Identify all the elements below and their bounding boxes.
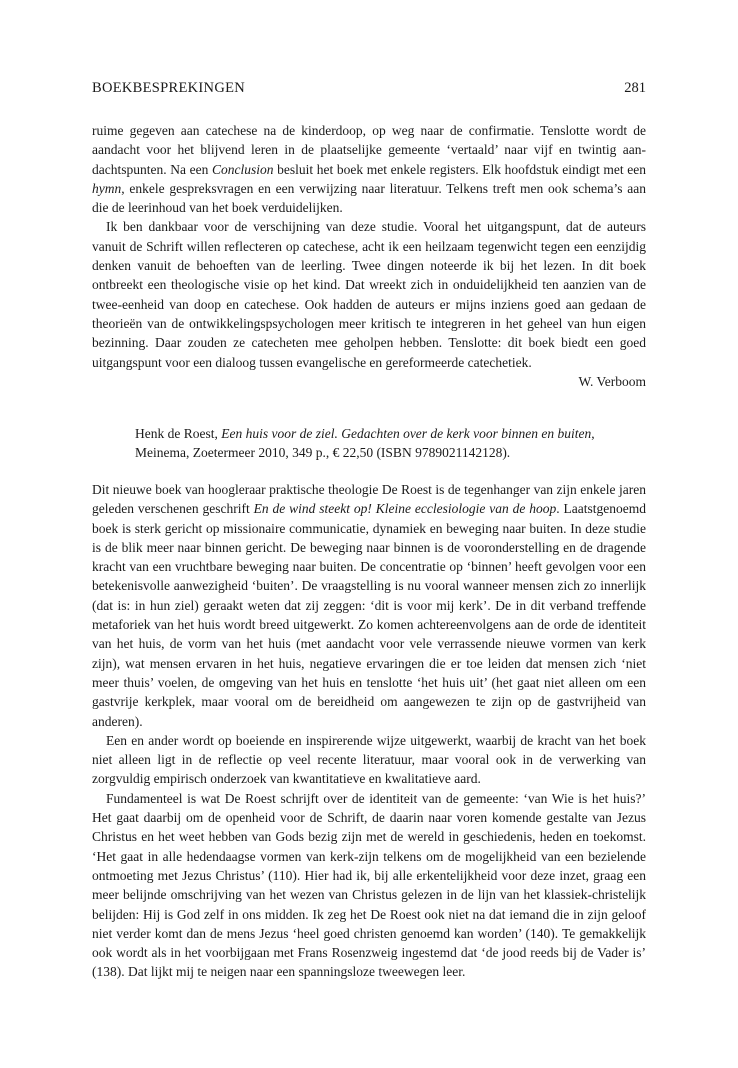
italic-term: Conclusion <box>211 161 274 177</box>
text-run: . Laatstgenoemd boek is sterk gericht op missionaire communicatie, dynamiek en beweging naar buiten. In deze studie is de blik meer naar binnen gericht. De beweging naar binnen is de vooronderstelling en de dragende kracht van een vruchtbare beweging naar buiten. De concentratie op ‘binnen’ heeft gevolgen voor een betekenisvolle aanwezigheid ‘buiten’. De vraagstelling is nu vooral wanneer mensen zich zo innerlijk (dat is: in hun ziel) geraakt weten dat zij zeggen: ‘dit is voor mij kerk’. De in dit verband treffende metaforiek van het huis wordt breed uitgewerkt. Zo komen achtereenvolgens aan de orde de identiteit van het huis, de vorm van het huis (met aandacht voor vele verrassende nieuwe vormen van kerk zijn), wat mensen ervaren in het huis, negatieve ervaringen die er toe leiden dat mensen zich ‘niet meer thuis’ voelen, de omgeving van het huis en tenslotte ‘het huis uit’ (het gaat niet alleen om een gastvrije kerkplek, maar vooral om de bereidheid om aangewezen te zijn op de gastvrijheid van anderen). <box>92 501 646 729</box>
citation-details: , Meinema, Zoetermeer 2010, 349 p., € 22,50 (ISBN 9789021142128). <box>135 426 595 461</box>
page-header <box>92 80 646 100</box>
running-title: BOEKBESPREKINGEN <box>92 80 246 96</box>
paragraph <box>92 480 646 731</box>
paragraph: Ik ben dankbaar voor de verschijning van deze studie. Vooral het uitgangspunt, dat de auteurs vanuit de Schrift willen reflecteren op catechese, acht ik een heilzaam tegenwicht tegen een eenzijdig denken vanuit de behoeften van de leerling. Twee dingen noteerde ik bij het lezen. In dit boek ontbreekt een theologische visie op het kind. Dat wreekt zich in onduidelijkheid ten aanzien van de twee-eenheid van doop en catechese. Ook hadden de auteurs er mijns inziens goed aan gedaan de theorieën van de ontwikkelingspsychologen meer kritisch te integreren in het geheel van hun eigen bezinning. Daar zouden ze catecheten mee geholpen hebben. Tenslotte: dit boek biedt een goed uitgangspunt voor een dialoog tussen evangelische en gereformeerde catechetiek. <box>92 219 646 370</box>
review-body <box>92 480 646 982</box>
italic-term: hymn <box>92 180 122 196</box>
citation-text <box>135 424 646 463</box>
paragraph <box>92 121 646 217</box>
reviewer-signature: W. Verboom <box>578 373 646 389</box>
paragraph: Een en ander wordt op boeiende en inspirerende wijze uitgewerkt, waarbij de kracht van het boek niet alleen ligt in de reflectie op veel recente literatuur, maar vooral ook in de verwerking van zorgvuldig empirisch onderzoek van kwantitatieve en kwalitatieve aard. <box>92 732 646 787</box>
italic-title: En de wind steekt op! Kleine ecclesiologie van de hoop <box>253 501 557 517</box>
citation-title: Een huis voor de ziel. Gedachten over de kerk voor binnen en buiten <box>221 426 592 441</box>
text-run: besluit het boek met enkele registers. Elk hoofdstuk eindigt met een <box>273 161 646 177</box>
review-continuation <box>92 121 646 391</box>
book-citation <box>135 424 646 463</box>
page-number: 281 <box>624 80 646 96</box>
paragraph: Fundamenteel is wat De Roest schrijft over de identiteit van de gemeente: ‘van Wie is het huis?’ Het gaat daarbij om de openheid voor de Schrift, de daarin naar voren komende gestalte van Jezus Christus en het weet hebben van Gods bezig zijn met de wereld in geschiedenis, heden en toekomst. ‘Het gaat in alle hedendaagse vormen van kerk-zijn telkens om de mogelijkheid van een bezielende ontmoeting met Jezus Christus’ (110). Hier had ik, bij alle erkentelijkheid voor deze inzet, graag een meer belijnde omschrijving van het wezen van Christus gelezen in de lijn van het klassiek-christelijk belijden: Hij is God zelf in ons midden. Ik zeg het De Roest ook niet na dat iemand die in zijn geloof niet verder komt dan de mens Jezus ‘heel goed christen genoemd kan worden’ (140). Te gemakkelijk ook wordt als in het voorbijgaan met Frans Rosenzweig ingestemd dat ‘de jood reeds bij de Vader is’ (138). Dat lijkt mij te neigen naar een spanningsloze tweewegen leer. <box>92 790 646 980</box>
text-run: , enkele gespreksvragen en een verwijzing naar literatuur. Telkens treft men ook schema’s aan die de leerinhoud van het boek verduidelijken. <box>92 180 646 216</box>
text-run: ruime gegeven aan catechese na de kinderdoop, op weg naar de confirmatie. Tenslotte wordt de aandacht voor het blijvend leren in de plaatselijke gemeente ‘vertaald’ naar vijf en twintig aandachtspunten. Na een <box>92 123 646 177</box>
text-run: Dit nieuwe boek van hoogleraar praktische theologie De Roest is de tegenhanger van zijn enkele jaren geleden verschenen geschrift <box>92 482 646 517</box>
citation-author: Henk de Roest, <box>135 426 222 441</box>
